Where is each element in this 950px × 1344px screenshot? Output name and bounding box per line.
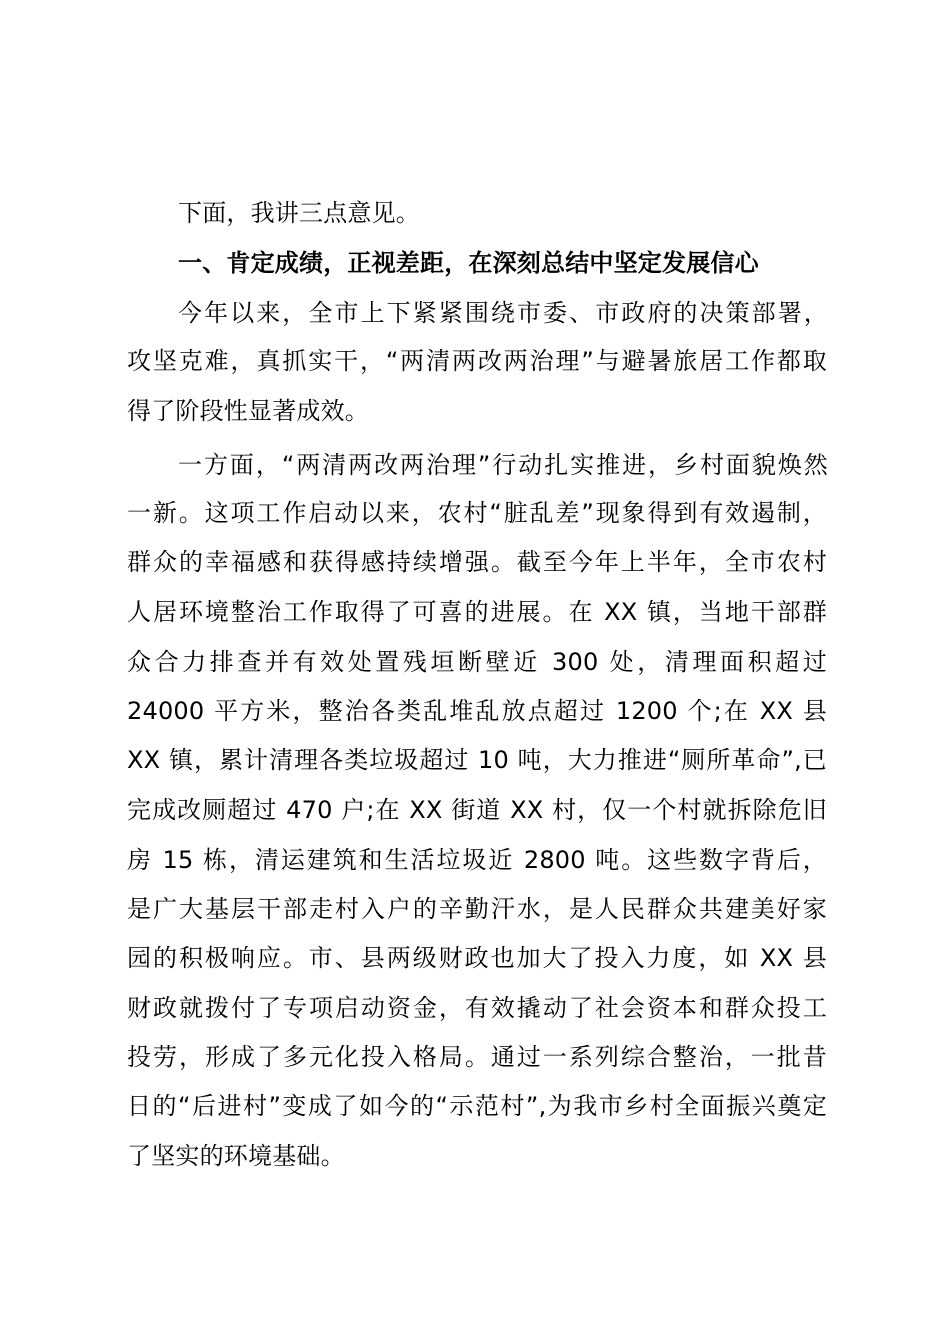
paragraph-line: 攻坚克难，真抓实干，“两清两改两治理”与避暑旅居工作都取: [127, 347, 827, 375]
paragraph-line: 财政就拨付了专项启动资金，有效撬动了社会资本和群众投工: [127, 994, 827, 1022]
paragraph-line: 一方面，“两清两改两治理”行动扎实推进，乡村面貌焕然: [178, 451, 828, 479]
paragraph-line: 园的积极响应。市、县两级财政也加大了投入力度，如 XX 县: [127, 944, 827, 972]
paragraph-line: 房 15 栋，清运建筑和生活垃圾近 2800 吨。这些数字背后，: [127, 846, 827, 874]
paragraph-line: 群众的幸福感和获得感持续增强。截至今年上半年，全市农村: [127, 548, 827, 576]
paragraph-line: 是广大基层干部走村入户的辛勤汗水，是人民群众共建美好家: [127, 895, 827, 923]
paragraph-line: 人居环境整治工作取得了可喜的进展。在 XX 镇，当地干部群: [127, 598, 827, 626]
paragraph-line: 完成改厕超过 470 户;在 XX 街道 XX 村，仅一个村就拆除危旧: [127, 796, 827, 824]
paragraph-line: 今年以来，全市上下紧紧围绕市委、市政府的决策部署，: [178, 299, 828, 327]
paragraph-line: 了坚实的环境基础。: [127, 1142, 345, 1170]
paragraph-line: 24000 平方米，整治各类乱堆乱放点超过 1200 个;在 XX 县: [127, 697, 827, 725]
intro-text: 下面，我讲三点意见。: [178, 199, 420, 227]
paragraph-line: 得了阶段性显著成效。: [127, 397, 369, 425]
paragraph-line: 一新。这项工作启动以来，农村“脏乱差”现象得到有效遏制，: [127, 499, 827, 527]
paragraph-line: 日的“后进村”变成了如今的“示范村”,为我市乡村全面振兴奠定: [127, 1092, 827, 1120]
section-heading: 一、肯定成绩，正视差距，在深刻总结中坚定发展信心: [178, 249, 759, 277]
paragraph-line: XX 镇，累计清理各类垃圾超过 10 吨，大力推进“厕所革命”,已: [127, 746, 827, 774]
paragraph-line: 众合力排查并有效处置残垣断壁近 300 处，清理面积超过: [127, 648, 827, 676]
paragraph-line: 投劳，形成了多元化投入格局。通过一系列综合整治，一批昔: [127, 1043, 827, 1071]
